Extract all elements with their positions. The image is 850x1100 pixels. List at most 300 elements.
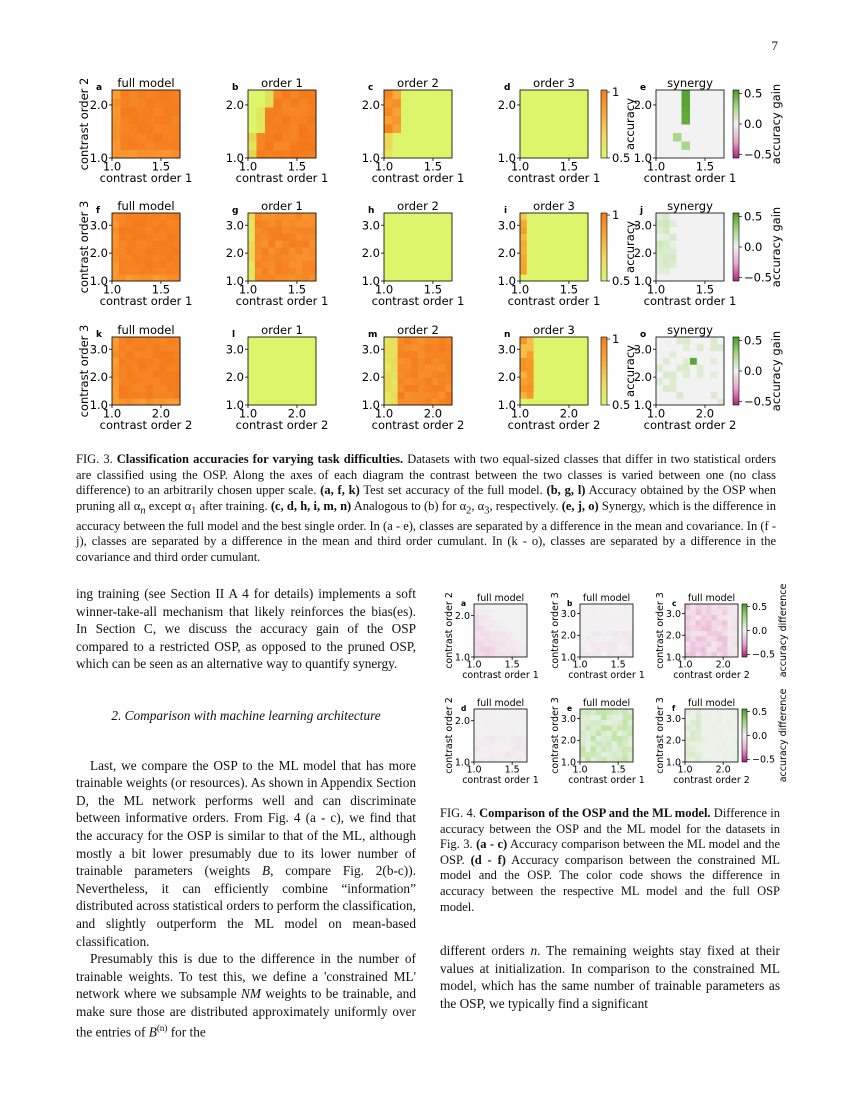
- heatmap-cell: [580, 730, 586, 736]
- page-number: 7: [771, 38, 778, 53]
- heatmap-cell: [534, 385, 541, 392]
- heatmap-cell: [112, 337, 119, 344]
- heatmap-cell: [534, 247, 541, 254]
- heatmap-cell: [296, 274, 303, 281]
- heatmap-cell: [581, 391, 588, 398]
- heatmap-cell: [248, 267, 255, 274]
- heatmap-cell: [255, 371, 262, 378]
- heatmap-cell: [534, 378, 541, 385]
- heatmap-cell: [685, 631, 691, 637]
- heatmap-cell: [410, 150, 419, 159]
- heatmap-cell: [296, 398, 303, 405]
- heatmap-cell: [511, 746, 517, 752]
- heatmap-cell: [160, 247, 167, 254]
- heatmap-cell: [697, 213, 704, 220]
- heatmap-cell: [540, 261, 547, 268]
- heatmap-cell: [485, 625, 491, 631]
- heatmap-cell: [265, 150, 274, 159]
- heatmap-cell: [534, 371, 541, 378]
- heatmap-cell: [265, 141, 274, 150]
- fig3-panel-e-heatmap: [656, 90, 725, 159]
- panel-letter: e: [640, 83, 647, 93]
- heatmap-cell: [520, 133, 529, 142]
- y-axis-label: contrast order 3: [77, 200, 91, 294]
- heatmap-cell: [568, 371, 575, 378]
- heatmap-cell: [690, 371, 697, 378]
- heatmap-cell: [670, 247, 677, 254]
- subsection-heading: 2. Comparison with machine learning architecture: [111, 707, 381, 723]
- heatmap-cell: [568, 233, 575, 240]
- heatmap-cell: [529, 116, 538, 125]
- x-tick-label: 1.0: [102, 406, 122, 421]
- heatmap-cell: [716, 133, 725, 142]
- heatmap-cell: [495, 709, 501, 715]
- heatmap-cell: [289, 254, 296, 261]
- heatmap-cell: [547, 344, 554, 351]
- heatmap-cell: [690, 213, 697, 220]
- heatmap-cell: [717, 391, 724, 398]
- heatmap-cell: [391, 267, 398, 274]
- x-tick-label: 1.5: [559, 159, 579, 174]
- heatmap-cell: [547, 254, 554, 261]
- heatmap-cell: [554, 351, 561, 358]
- heatmap-cell: [701, 709, 707, 715]
- heatmap-cell: [146, 240, 153, 247]
- section-link[interactable]: Section D: [76, 775, 416, 808]
- heatmap-cell: [445, 385, 452, 392]
- heatmap-cell: [173, 261, 180, 268]
- heatmap-cell: [501, 636, 507, 642]
- y-tick-label: 1.0: [497, 151, 516, 166]
- heatmap-cell: [546, 107, 555, 116]
- heatmap-cell: [274, 116, 283, 125]
- heatmap-cell: [506, 636, 512, 642]
- heatmap-cell: [411, 267, 418, 274]
- fig4-panel-d-heatmap: [474, 709, 528, 763]
- heatmap-cell: [166, 337, 173, 344]
- heatmap-cell: [153, 351, 160, 358]
- fig3-acc-cb-1-bar: [601, 213, 607, 281]
- heatmap-cell: [411, 385, 418, 392]
- heatmap-cell: [529, 133, 538, 142]
- heatmap-cell: [479, 751, 485, 757]
- heatmap-cell: [146, 90, 155, 99]
- panel-letter: g: [232, 206, 239, 216]
- heatmap-cell: [712, 709, 718, 715]
- heatmap-cell: [299, 107, 308, 116]
- heatmap-cell: [146, 213, 153, 220]
- heatmap-cell: [153, 385, 160, 392]
- heatmap-cell: [622, 631, 628, 637]
- heatmap-cell: [561, 213, 568, 220]
- heatmap-cell: [126, 391, 133, 398]
- heatmap-cell: [132, 357, 139, 364]
- heatmap-cell: [425, 240, 432, 247]
- heatmap-cell: [268, 267, 275, 274]
- heatmap-cell: [490, 625, 496, 631]
- section-link[interactable]: Section C: [95, 621, 153, 637]
- heatmap-cell: [418, 133, 427, 142]
- heatmap-cell: [146, 254, 153, 261]
- section-link[interactable]: Section II A 4: [170, 586, 249, 601]
- heatmap-cell: [722, 736, 728, 742]
- heatmap-cell: [617, 730, 623, 736]
- heatmap-cell: [676, 227, 683, 234]
- heatmap-cell: [308, 150, 317, 159]
- heatmap-cell: [274, 150, 283, 159]
- x-axis-label: contrast order 1: [462, 670, 539, 681]
- heatmap-cell: [119, 261, 126, 268]
- x-axis-label: contrast order 2: [99, 418, 193, 432]
- heatmap-cell: [138, 116, 147, 125]
- heatmap-cell: [438, 274, 445, 281]
- heatmap-cell: [717, 720, 723, 726]
- panel-letter: n: [504, 330, 511, 340]
- heatmap-cell: [257, 107, 266, 116]
- heatmap-cell: [398, 357, 405, 364]
- heatmap-cell: [656, 233, 663, 240]
- heatmap-cell: [676, 378, 683, 385]
- x-tick-label: 1.5: [504, 659, 520, 671]
- heatmap-cell: [112, 150, 121, 159]
- heatmap-cell: [302, 233, 309, 240]
- heatmap-cell: [172, 116, 181, 125]
- heatmap-cell: [683, 220, 690, 227]
- heatmap-cell: [411, 398, 418, 405]
- panel-letter: d: [504, 83, 511, 93]
- heatmap-cell: [155, 133, 164, 142]
- y-tick-label: 3.0: [560, 713, 576, 725]
- heatmap-cell: [571, 116, 580, 125]
- heatmap-cell: [112, 274, 119, 281]
- heatmap-cell: [690, 124, 699, 133]
- x-axis-label: contrast order 1: [568, 775, 645, 786]
- heatmap-cell: [119, 391, 126, 398]
- heatmap-cell: [129, 107, 138, 116]
- heatmap-cell: [262, 233, 269, 240]
- heatmap-cell: [255, 378, 262, 385]
- x-axis-label: contrast order 1: [507, 171, 601, 185]
- x-tick-label: 2.0: [715, 659, 731, 671]
- heatmap-cell: [612, 709, 618, 715]
- heatmap-cell: [282, 150, 291, 159]
- heatmap-cell: [384, 351, 391, 358]
- heatmap-cell: [690, 150, 699, 159]
- heatmap-cell: [706, 751, 712, 757]
- heatmap-cell: [520, 391, 527, 398]
- heatmap-cell: [690, 107, 699, 116]
- heatmap-cell: [401, 90, 410, 99]
- heatmap-cell: [601, 620, 607, 626]
- heatmap-cell: [418, 398, 425, 405]
- heatmap-cell: [683, 233, 690, 240]
- heatmap-cell: [479, 730, 485, 736]
- heatmap-cell: [485, 646, 491, 652]
- heatmap-cell: [432, 344, 439, 351]
- y-tick-label: 1.0: [633, 274, 652, 289]
- x-tick-label: 1.0: [238, 282, 258, 297]
- heatmap-cell: [554, 337, 561, 344]
- heatmap-cell: [166, 220, 173, 227]
- heatmap-cell: [302, 227, 309, 234]
- heatmap-cell: [690, 609, 696, 615]
- heatmap-cell: [126, 220, 133, 227]
- heatmap-cell: [410, 107, 419, 116]
- heatmap-cell: [289, 357, 296, 364]
- heatmap-cell: [268, 337, 275, 344]
- heatmap-cell: [670, 254, 677, 261]
- heatmap-cell: [282, 116, 291, 125]
- heatmap-cell: [685, 625, 691, 631]
- heatmap-cell: [591, 720, 597, 726]
- heatmap-cell: [591, 746, 597, 752]
- y-tick-label: 2.0: [560, 630, 576, 642]
- heatmap-cell: [495, 751, 501, 757]
- colorbar-label: accuracy gain: [769, 206, 783, 288]
- heatmap-cell: [172, 124, 181, 133]
- x-tick-label: 1.0: [374, 406, 394, 421]
- heatmap-cell: [248, 391, 255, 398]
- heatmap-cell: [485, 636, 491, 642]
- heatmap-cell: [568, 378, 575, 385]
- heatmap-cell: [665, 150, 674, 159]
- x-tick-label: 1.0: [677, 764, 693, 776]
- heatmap-cell: [701, 741, 707, 747]
- heatmap-cell: [153, 371, 160, 378]
- y-tick-label: 3.0: [633, 342, 652, 357]
- heatmap-cell: [591, 604, 597, 610]
- heatmap-cell: [612, 746, 618, 752]
- figure-link[interactable]: Fig. 2: [342, 863, 383, 879]
- heatmap-cell: [554, 254, 561, 261]
- heatmap-cell: [706, 646, 712, 652]
- heatmap-cell: [580, 631, 586, 637]
- heatmap-cell: [534, 240, 541, 247]
- heatmap-cell: [696, 615, 702, 621]
- heatmap-cell: [155, 99, 164, 108]
- heatmap-cell: [527, 337, 534, 344]
- colorbar-label: accuracy gain: [769, 83, 783, 165]
- heatmap-cell: [527, 240, 534, 247]
- heatmap-cell: [717, 609, 723, 615]
- heatmap-cell: [710, 398, 717, 405]
- heatmap-cell: [432, 274, 439, 281]
- heatmap-cell: [561, 247, 568, 254]
- heatmap-cell: [121, 150, 130, 159]
- heatmap-cell: [607, 604, 613, 610]
- heatmap-cell: [511, 604, 517, 610]
- heatmap-cell: [612, 636, 618, 642]
- heatmap-cell: [427, 107, 436, 116]
- heatmap-cell: [561, 398, 568, 405]
- heatmap-cell: [485, 725, 491, 731]
- heatmap-cell: [160, 364, 167, 371]
- heatmap-cell: [173, 398, 180, 405]
- heatmap-cell: [501, 615, 507, 621]
- heatmap-cell: [432, 378, 439, 385]
- heatmap-cell: [699, 99, 708, 108]
- heatmap-cell: [257, 99, 266, 108]
- heatmap-cell: [139, 233, 146, 240]
- y-tick-label: 1.0: [89, 274, 108, 289]
- heatmap-cell: [690, 220, 697, 227]
- heatmap-cell: [717, 357, 724, 364]
- heatmap-cell: [275, 254, 282, 261]
- heatmap-cell: [546, 99, 555, 108]
- heatmap-cell: [581, 261, 588, 268]
- heatmap-cell: [696, 625, 702, 631]
- panel-title: order 3: [533, 76, 575, 90]
- heatmap-cell: [411, 240, 418, 247]
- heatmap-cell: [289, 261, 296, 268]
- x-tick-label: 1.0: [646, 159, 666, 174]
- heatmap-cell: [112, 247, 119, 254]
- heatmap-cell: [581, 220, 588, 227]
- heatmap-cell: [722, 720, 728, 726]
- heatmap-cell: [520, 337, 527, 344]
- paragraph: different orders n. The remaining weights stay fixed at their values at initialization. In comparison to the constrained ML model, which has the same number of trainable parameters as the OSP, we typically find a significant: [440, 943, 780, 1011]
- heatmap-cell: [596, 741, 602, 747]
- heatmap-cell: [716, 99, 725, 108]
- heatmap-cell: [554, 141, 563, 150]
- heatmap-cell: [384, 150, 393, 159]
- heatmap-cell: [112, 371, 119, 378]
- heatmap-cell: [697, 398, 704, 405]
- heatmap-cell: [265, 90, 274, 99]
- heatmap-cell: [696, 609, 702, 615]
- heatmap-cell: [663, 398, 670, 405]
- heatmap-cell: [427, 124, 436, 133]
- heatmap-cell: [683, 357, 690, 364]
- x-axis-label: contrast order 1: [235, 294, 329, 308]
- heatmap-cell: [160, 254, 167, 261]
- heatmap-cell: [501, 720, 507, 726]
- heatmap-cell: [401, 99, 410, 108]
- heatmap-cell: [119, 233, 126, 240]
- heatmap-cell: [511, 709, 517, 715]
- heatmap-cell: [172, 99, 181, 108]
- heatmap-cell: [153, 357, 160, 364]
- heatmap-cell: [612, 714, 618, 720]
- heatmap-cell: [601, 604, 607, 610]
- heatmap-cell: [607, 751, 613, 757]
- heatmap-cell: [163, 133, 172, 142]
- heatmap-cell: [546, 116, 555, 125]
- panel-letter: l: [232, 330, 236, 340]
- heatmap-cell: [411, 371, 418, 378]
- heatmap-cell: [438, 344, 445, 351]
- heatmap-cell: [384, 357, 391, 364]
- heatmap-cell: [682, 107, 691, 116]
- heatmap-cell: [432, 337, 439, 344]
- heatmap-cell: [479, 625, 485, 631]
- heatmap-cell: [673, 133, 682, 142]
- heatmap-cell: [704, 213, 711, 220]
- heatmap-cell: [717, 398, 724, 405]
- heatmap-cell: [596, 641, 602, 647]
- heatmap-cell: [153, 398, 160, 405]
- heatmap-cell: [299, 141, 308, 150]
- heatmap-cell: [580, 620, 586, 626]
- heatmap-cell: [282, 371, 289, 378]
- heatmap-cell: [585, 615, 591, 621]
- heatmap-cell: [139, 247, 146, 254]
- heatmap-cell: [617, 636, 623, 642]
- heatmap-cell: [309, 337, 316, 344]
- heatmap-cell: [690, 636, 696, 642]
- colorbar-tick-label: 0.5: [752, 706, 768, 718]
- heatmap-cell: [697, 351, 704, 358]
- heatmap-cell: [601, 714, 607, 720]
- panel-letter: e: [567, 704, 573, 713]
- heatmap-cell: [540, 213, 547, 220]
- heatmap-cell: [581, 233, 588, 240]
- heatmap-cell: [384, 391, 391, 398]
- heatmap-cell: [601, 730, 607, 736]
- heatmap-cell: [401, 133, 410, 142]
- heatmap-cell: [585, 736, 591, 742]
- heatmap-cell: [289, 267, 296, 274]
- heatmap-cell: [622, 615, 628, 621]
- heatmap-cell: [501, 709, 507, 715]
- y-axis-label: contrast order 3: [77, 324, 91, 418]
- heatmap-cell: [554, 378, 561, 385]
- heatmap-cell: [717, 709, 723, 715]
- heatmap-cell: [701, 746, 707, 752]
- heatmap-cell: [479, 615, 485, 621]
- heatmap-cell: [112, 233, 119, 240]
- heatmap-cell: [129, 116, 138, 125]
- heatmap-cell: [516, 636, 522, 642]
- heatmap-cell: [166, 247, 173, 254]
- heatmap-cell: [563, 141, 572, 150]
- x-tick-label: 1.0: [374, 282, 394, 297]
- heatmap-cell: [289, 337, 296, 344]
- heatmap-cell: [308, 99, 317, 108]
- heatmap-cell: [398, 220, 405, 227]
- heatmap-cell: [585, 641, 591, 647]
- heatmap-cell: [683, 274, 690, 281]
- heatmap-cell: [516, 631, 522, 637]
- heatmap-cell: [275, 364, 282, 371]
- heatmap-cell: [438, 240, 445, 247]
- heatmap-cell: [119, 385, 126, 392]
- heatmap-cell: [398, 378, 405, 385]
- heatmap-cell: [663, 227, 670, 234]
- heatmap-cell: [574, 357, 581, 364]
- figure-link[interactable]: Fig. 4: [267, 810, 301, 826]
- heatmap-cell: [581, 227, 588, 234]
- heatmap-cell: [561, 344, 568, 351]
- fig3-panel-d-heatmap: [520, 90, 589, 159]
- heatmap-cell: [384, 213, 391, 220]
- heatmap-cell: [656, 227, 663, 234]
- heatmap-cell: [568, 385, 575, 392]
- heatmap-cell: [527, 385, 534, 392]
- heatmap-cell: [119, 378, 126, 385]
- heatmap-cell: [554, 371, 561, 378]
- x-tick-label: 1.5: [610, 764, 626, 776]
- heatmap-cell: [727, 620, 733, 626]
- heatmap-cell: [398, 247, 405, 254]
- heatmap-cell: [581, 351, 588, 358]
- heatmap-cell: [404, 351, 411, 358]
- heatmap-cell: [574, 351, 581, 358]
- heatmap-cell: [490, 709, 496, 715]
- colorbar-tick-label: 1: [612, 85, 620, 100]
- heatmap-cell: [707, 99, 716, 108]
- heatmap-cell: [132, 240, 139, 247]
